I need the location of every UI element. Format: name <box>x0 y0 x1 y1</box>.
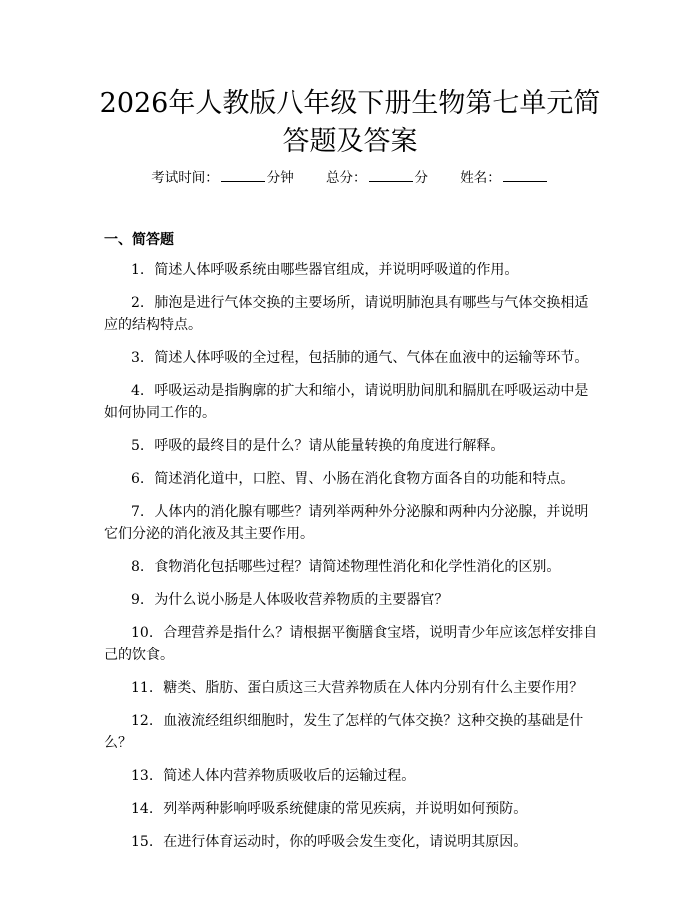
question-number: 13. <box>131 768 154 784</box>
page-title: 2026年人教版八年级下册生物第七单元简答题及答案 <box>99 88 601 157</box>
question-number: 10. <box>131 625 154 641</box>
question-text: 简述人体呼吸系统由哪些器官组成，并说明呼吸道的作用。 <box>154 262 519 278</box>
question-number: 3. <box>131 350 145 366</box>
question-text: 血液流经组织细胞时，发生了怎样的气体交换？这种交换的基础是什么？ <box>104 713 584 751</box>
question-item <box>104 622 598 666</box>
total-score-label: 总分： <box>326 170 367 186</box>
question-number: 15. <box>131 834 154 850</box>
exam-time-field <box>151 170 294 186</box>
question-number: 4. <box>131 383 145 399</box>
question-number: 7. <box>131 504 145 520</box>
total-score-field <box>326 170 428 186</box>
question-item <box>104 677 598 699</box>
exam-time-unit: 分钟 <box>266 170 294 186</box>
question-text: 呼吸的最终目的是什么？请从能量转换的角度进行解释。 <box>154 438 505 454</box>
question-text: 肺泡是进行气体交换的主要场所，请说明肺泡具有哪些与气体交换相适应的结构特点。 <box>104 295 589 333</box>
question-item <box>104 798 598 820</box>
question-item <box>104 765 598 787</box>
question-item <box>104 347 598 369</box>
question-number: 8. <box>131 559 145 575</box>
question-text: 合理营养是指什么？请根据平衡膳食宝塔，说明青少年应该怎样安排自己的饮食。 <box>104 625 598 663</box>
question-item <box>104 380 598 424</box>
question-text: 简述消化道中，口腔、胃、小肠在消化食物方面各自的功能和特点。 <box>154 471 575 487</box>
question-item <box>104 501 598 545</box>
question-item <box>104 435 598 457</box>
question-text: 糖类、脂肪、蛋白质这三大营养物质在人体内分别有什么主要作用？ <box>163 680 584 696</box>
question-item <box>104 589 598 611</box>
question-text: 人体内的消化腺有哪些？请列举两种外分泌腺和两种内分泌腺，并说明它们分泌的消化液及其主要作用。 <box>104 504 589 542</box>
question-number: 9. <box>131 592 145 608</box>
question-number: 12. <box>131 713 154 729</box>
question-number: 1. <box>131 262 145 278</box>
question-text: 呼吸运动是指胸廓的扩大和缩小，请说明肋间肌和膈肌在呼吸运动中是如何协同工作的。 <box>104 383 589 421</box>
question-text: 为什么说小肠是人体吸收营养物质的主要器官？ <box>154 592 449 608</box>
name-field <box>460 170 549 186</box>
total-score-blank <box>369 169 413 182</box>
exam-time-label: 考试时间： <box>151 170 219 186</box>
question-list <box>104 259 598 864</box>
name-label: 姓名： <box>460 170 501 186</box>
question-number: 2. <box>131 295 145 311</box>
question-item <box>104 831 598 853</box>
total-score-unit: 分 <box>414 170 428 186</box>
name-blank <box>503 169 547 182</box>
question-item <box>104 468 598 490</box>
question-text: 简述人体呼吸的全过程，包括肺的通气、气体在血液中的运输等环节。 <box>154 350 589 366</box>
question-text: 食物消化包括哪些过程？请简述物理性消化和化学性消化的区别。 <box>154 559 561 575</box>
question-text: 在进行体育运动时，你的呼吸会发生变化，请说明其原因。 <box>163 834 528 850</box>
question-number: 14. <box>131 801 154 817</box>
question-item <box>104 259 598 281</box>
question-number: 5. <box>131 438 145 454</box>
question-text: 列举两种影响呼吸系统健康的常见疾病，并说明如何预防。 <box>163 801 528 817</box>
exam-info-line <box>0 168 700 188</box>
question-item <box>104 556 598 578</box>
question-text: 简述人体内营养物质吸收后的运输过程。 <box>163 768 416 784</box>
section-heading: 一、简答题 <box>104 232 174 248</box>
question-number: 6. <box>131 471 145 487</box>
exam-time-blank <box>221 169 265 182</box>
question-number: 11. <box>131 680 154 696</box>
question-item <box>104 292 598 336</box>
question-item <box>104 710 598 754</box>
